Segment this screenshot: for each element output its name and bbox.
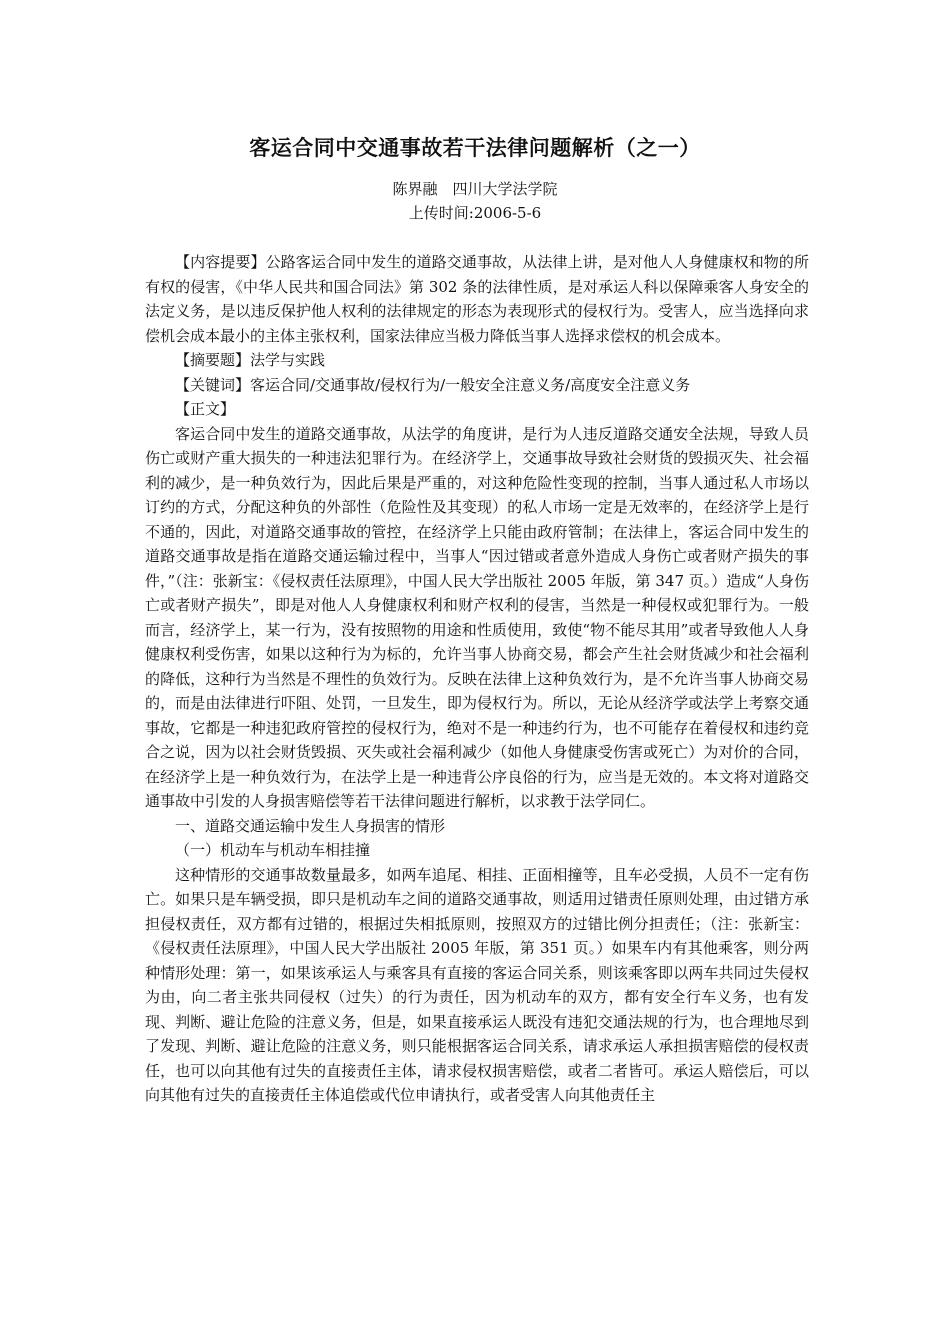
subject-paragraph: 【摘要题】法学与实践 bbox=[175, 351, 326, 369]
intro-paragraph: 客运合同中发生的道路交通事故，从法学的角度讲，是行为人违反道路交通安全法规，导致人员伤亡或财产重大损失的一种违法犯罪行为。在经济学上，交通事故导致社会财货的毁损灭失、社会福利的减少，是一种负效行为，因此后果是严重的，对这种危险性变现的控制，当事人通过私人市场以订约的方式，分配这种负的外部性（危险性及其变现）的私人市场一定是无效率的，在经济学上是行不通的，因此，对道路交通事故的管控，在经济学上只能由政府管制；在法律上，客运合同中发生的道路交通事故是指在道路交通运输过程中，当事人“因过错或者意外造成人身伤亡或者财产损失的事件，”（注：张新宝：《侵权责任法原理》，中国人民大学出版社 2005 年版，第 347 页。）造成“人身伤亡或者财产损失”，即是对他人人身健康权利和财产权利的侵害，当然是一种侵权或犯罪行为。一般而言，经济学上，某一行为，没有按照物的用途和性质使用，致使“物不能尽其用”或者导致他人人身健康权利受伤害，如果以这种行为为标的，允许当事人协商交易，都会产生社会财货减少和社会福利的降低，这种行为当然是不理性的负效行为。反映在法律上这种负效行为，是不允许当事人协商交易的，而是由法律进行吓阻、处罚，一旦发生，即为侵权行为。所以，无论从经济学或法学上考察交通事故，它都是一种违犯政府管控的侵权行为，绝对不是一种违约行为，也不可能存在着侵权和违约竞合之说，因为以社会财货毁损、灭失或社会福利减少（如他人身健康受伤害或死亡）为对价的合同，在经济学上是一种负效行为，在法学上是一种违背公序良俗的行为，应当是无效的。本文将对道路交通事故中引发的人身损害赔偿等若干法律问题进行解析，以求教于法学同仁。 bbox=[145, 424, 809, 810]
section-heading: 一、道路交通运输中发生人身损害的情形 bbox=[175, 816, 446, 835]
subsection-heading: （一）机动车与机动车相挂撞 bbox=[175, 841, 371, 859]
abstract-paragraph: 【内容提要】公路客运合同中发生的道路交通事故，从法律上讲，是对他人人身健康权和物的所有权的侵害，《中华人民共和国合同法》第 302 条的法律性质，是对承运人科以保障乘客人身安全的法定义务，是以违反保护他人权利的法律规定的形态为表现形式的侵权行为。受害人，应当选择向求偿机会成本最小的主体主张权利，国家法律应当极力降低当事人选择求偿权的机会成本。 bbox=[145, 253, 809, 345]
author-line: 陈界融 四川大学法学院 bbox=[392, 180, 558, 198]
document-title: 客运合同中交通事故若干法律问题解析（之一） bbox=[249, 135, 701, 160]
upload-time: 上传时间:2006-5-6 bbox=[408, 204, 542, 222]
document-body bbox=[145, 250, 809, 1108]
body-paragraph: 这种情形的交通事故数量最多，如两车追尾、相挂、正面相撞等，且车必受损，人员不一定有伤亡。如果只是车辆受损，即只是机动车之间的道路交通事故，则适用过错责任原则处理，由过错方承担侵权责任，双方都有过错的，根据过失相抵原则，按照双方的过错比例分担责任；（注：张新宝：《侵权责任法原理》，中国人民大学出版社 2005 年版，第 351 页。）如果车内有其他乘客，则分两种情形处理：第一，如果该承运人与乘客具有直接的客运合同关系，则该乘客即以两车共同过失侵权为由，向二者主张共同侵权（过失）的行为责任，因为机动车的双方，都有安全行车义务，也有发现、判断、避让危险的注意义务，但是，如果直接承运人既没有违犯交通法规的行为，也合理地尽到了发现、判断、避让危险的注意义务，则只能根据客运合同关系，请求承运人承担损害赔偿的侵权责任，也可以向其他有过失的直接责任主体，请求侵权损害赔偿，或者二者皆可。承运人赔偿后，可以向其他有过失的直接责任主体追偿或代位申请执行，或者受害人向其他责任主 bbox=[145, 865, 809, 1104]
main-text-heading: 【正文】 bbox=[175, 400, 236, 418]
keywords-paragraph: 【关键词】客运合同/交通事故/侵权行为/一般安全注意义务/高度安全注意义务 bbox=[175, 375, 691, 394]
